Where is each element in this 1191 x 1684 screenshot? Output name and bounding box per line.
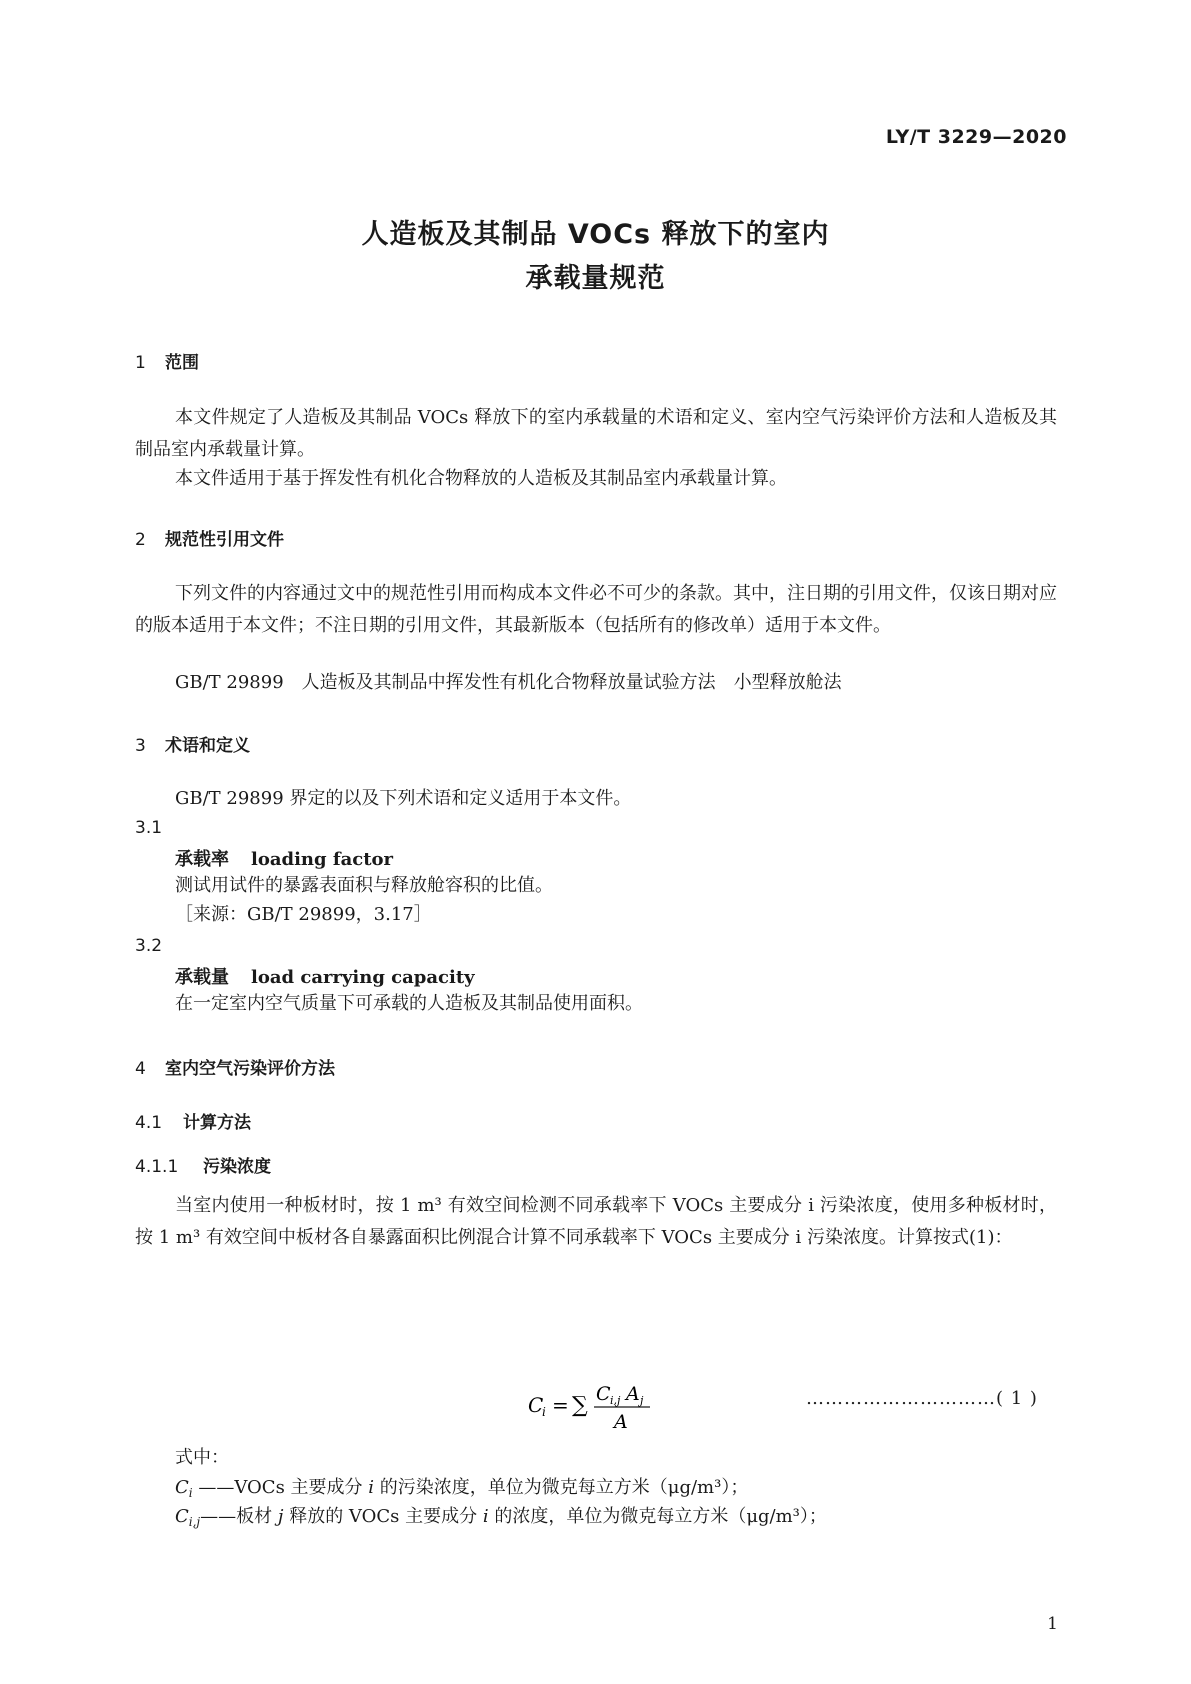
standard-id: LY/T 3229—2020: [885, 126, 1067, 148]
section-title: 计算方法: [183, 1113, 251, 1133]
section-title: 范围: [165, 353, 199, 373]
term-3-2-name: [175, 963, 475, 989]
pollution-concentration-paragraph: 当室内使用一种板材时，按 1 m³ 有效空间检测不同承载率下 VOCs 主要成分 i 污染浓度，使用多种板材时，按 1 m³ 有效空间中板材各自暴露面积比例混合计算不同承载率下 VOCs 主要成分 i 污染浓度。计算按式(1)：: [135, 1195, 1057, 1248]
svg-text:C: C: [596, 1383, 611, 1405]
variable-cij-definition: $C_{i,j}——$板材 j 释放的 VOCs 主要成分 i 的浓度，单位为微克每立方米（μg/m³）；: [175, 1506, 827, 1529]
svg-text:A: A: [614, 1411, 628, 1433]
equation-number: …………………………( 1 ): [806, 1388, 1038, 1409]
term-3-2-definition: 在一定室内空气质量下可承载的人造板及其制品使用面积。: [175, 993, 643, 1014]
term-3-1-number: 3.1: [135, 818, 163, 838]
scope-paragraph-1: 本文件规定了人造板及其制品 VOCs 释放下的室内承载量的术语和定义、室内空气污染评价方法和人造板及其制品室内承载量计算。: [135, 407, 1057, 460]
term-zh: 承载率: [175, 849, 229, 870]
svg-text:j: j: [640, 1394, 644, 1407]
section-number: 4.1: [135, 1113, 163, 1133]
scope-paragraph-2: 本文件适用于基于挥发性有机化合物释放的人造板及其制品室内承载量计算。: [175, 468, 787, 489]
variable-ci-definition: $C_i$ ——VOCs 主要成分 i 的污染浓度，单位为微克每立方米（μg/m³）；: [175, 1477, 749, 1500]
svg-text:i,j: i,j: [610, 1394, 621, 1407]
term-en: load carrying capacity: [251, 967, 475, 988]
section-4-1-heading: [135, 1108, 251, 1133]
page-number: 1: [1047, 1614, 1058, 1634]
term-3-1-definition: 测试用试件的暴露表面积与释放舱容积的比值。: [175, 875, 553, 896]
section-4-1-1-heading: [135, 1152, 271, 1177]
where-label: 式中：: [175, 1447, 229, 1468]
term-3-1-source: ［来源：GB/T 29899，3.17］: [175, 904, 432, 925]
term-en: loading factor: [251, 849, 394, 870]
section-3-heading: [135, 731, 250, 756]
term-3-1-name: [175, 845, 393, 871]
terms-intro: GB/T 29899 界定的以及下列术语和定义适用于本文件。: [175, 788, 632, 809]
section-number: 3: [135, 736, 146, 756]
term-3-2-number: 3.2: [135, 936, 163, 956]
section-number: 1: [135, 353, 146, 373]
document-title-line1: 人造板及其制品 VOCs 释放下的室内: [361, 219, 830, 250]
section-number: 2: [135, 530, 146, 550]
section-1-heading: [135, 348, 199, 373]
section-title: 术语和定义: [165, 736, 250, 756]
document-title-line2: 承载量规范: [525, 263, 666, 294]
normative-refs-paragraph: 下列文件的内容通过文中的规范性引用而构成本文件必不可少的条款。其中，注日期的引用文件，仅该日期对应的版本适用于本文件；不注日期的引用文件，其最新版本（包括所有的修改单）适用于本文件。: [135, 583, 1057, 636]
section-number: 4: [135, 1059, 146, 1079]
formula-1: [528, 1378, 678, 1434]
section-number: 4.1.1: [135, 1157, 179, 1177]
section-title: 室内空气污染评价方法: [165, 1059, 335, 1079]
svg-text:i: i: [542, 1405, 546, 1419]
svg-text:=: =: [552, 1393, 569, 1417]
svg-text:∑: ∑: [572, 1393, 588, 1418]
section-4-heading: [135, 1054, 335, 1079]
reference-gb-t-29899: GB/T 29899 人造板及其制品中挥发性有机化合物释放量试验方法 小型释放舱法: [175, 672, 842, 693]
section-title: 污染浓度: [203, 1157, 271, 1177]
section-title: 规范性引用文件: [165, 530, 284, 550]
svg-text:A: A: [626, 1383, 640, 1405]
svg-text:C: C: [528, 1393, 544, 1417]
term-zh: 承载量: [175, 967, 229, 988]
section-2-heading: [135, 525, 284, 550]
